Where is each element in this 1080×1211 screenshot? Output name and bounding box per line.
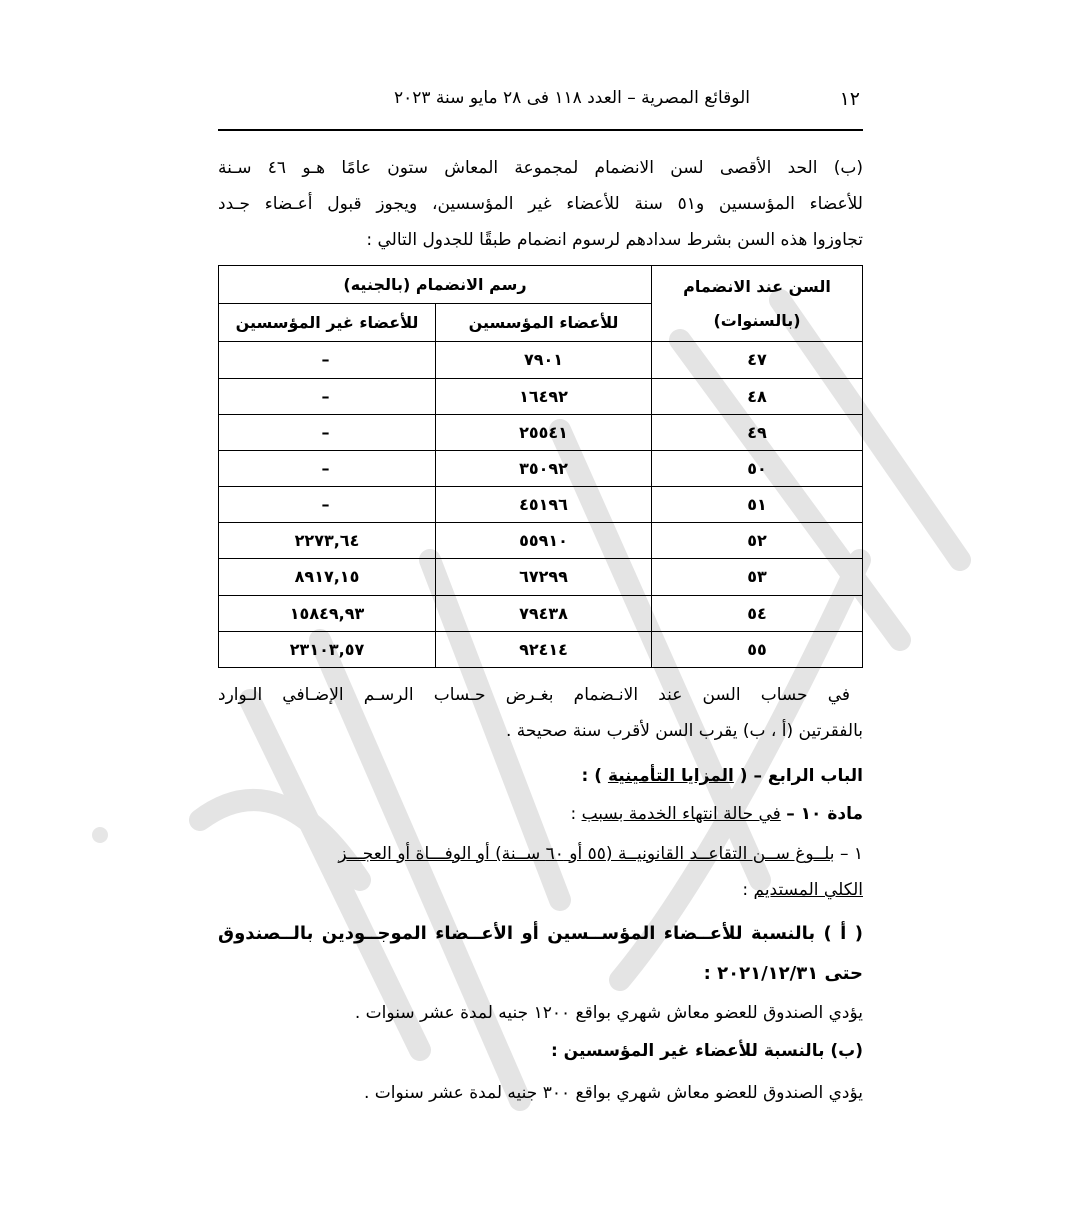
founders-fee-cell: ٩٢٤١٤ bbox=[436, 631, 652, 667]
fee-column-header: رسم الانضمام (بالجنيه) bbox=[219, 266, 652, 304]
section-b-text: يؤدي الصندوق للعضو معاش شهري بواقع ٣٠٠ جنيه لمدة عشر سنوات . bbox=[364, 1083, 863, 1103]
joining-fees-table bbox=[218, 265, 863, 668]
note-line-1: في حساب السن عند الانـضمام بغـرض حـساب الرسـم الإضـافي الـوارد bbox=[218, 685, 850, 705]
founders-fee-cell: ٧٩٠١ bbox=[436, 342, 652, 378]
founders-column-header: للأعضاء المؤسسين bbox=[436, 304, 652, 342]
table-row bbox=[219, 595, 863, 631]
item-1-suffix: : bbox=[742, 880, 749, 900]
item-1-line-2 bbox=[218, 872, 863, 908]
header-divider bbox=[218, 129, 863, 131]
non-founders-fee-cell: – bbox=[219, 414, 436, 450]
section-a-text: يؤدي الصندوق للعضو معاش شهري بواقع ١٢٠٠ جنيه لمدة عشر سنوات . bbox=[354, 1003, 863, 1023]
age-cell: ٥١ bbox=[652, 487, 863, 523]
journal-issue-line: الوقائع المصرية – العدد ١١٨ فى ٢٨ مايو سنة ٢٠٢٣ bbox=[394, 88, 750, 108]
section-b-title: (ب) بالنسبة للأعضاء غير المؤسسين : bbox=[550, 1041, 863, 1061]
intro-paragraph bbox=[218, 150, 863, 258]
founders-fee-cell: ١٦٤٩٢ bbox=[436, 378, 652, 414]
non-founders-fee-cell: ٢٢٧٣,٦٤ bbox=[219, 523, 436, 559]
non-founders-fee-cell: ١٥٨٤٩,٩٣ bbox=[219, 595, 436, 631]
age-cell: ٥٤ bbox=[652, 595, 863, 631]
section-b-heading bbox=[218, 1033, 863, 1069]
article-suffix: : bbox=[570, 804, 577, 824]
article-heading bbox=[218, 796, 863, 832]
section-a-line-1: ( أ ) بالنسبة للأعــضاء المؤســسين أو الأعــضاء الموجــودين بالــصندوق bbox=[218, 923, 863, 944]
age-column-header: السن عند الانضمام (بالسنوات) bbox=[652, 266, 863, 342]
non-founders-fee-cell: – bbox=[219, 487, 436, 523]
founders-fee-cell: ٤٥١٩٦ bbox=[436, 487, 652, 523]
chapter-title-prefix: الباب الرابع – ( bbox=[739, 766, 863, 786]
item-1-line-1 bbox=[218, 836, 863, 872]
article-label: مادة ١٠ – bbox=[786, 804, 863, 824]
section-a-heading bbox=[218, 914, 863, 994]
founders-fee-cell: ٥٥٩١٠ bbox=[436, 523, 652, 559]
non-founders-fee-cell: – bbox=[219, 342, 436, 378]
item-1 bbox=[218, 836, 863, 908]
age-cell: ٥٥ bbox=[652, 631, 863, 667]
item-1-number: ١ – bbox=[839, 844, 863, 864]
table-row bbox=[219, 523, 863, 559]
founders-fee-cell: ٢٥٥٤١ bbox=[436, 414, 652, 450]
section-b-body bbox=[218, 1075, 863, 1111]
item-1-condition: بلــوغ ســن التقاعــد القانونيــة (٥٥ أو ٦٠ ســنة) أو الوفـــاة أو العجـــز bbox=[338, 844, 835, 864]
non-founders-fee-cell: – bbox=[219, 450, 436, 486]
founders-fee-cell: ٣٥٠٩٢ bbox=[436, 450, 652, 486]
table-row bbox=[219, 487, 863, 523]
note-line-2: بالفقرتين (أ ، ب) يقرب السن لأقرب سنة صحيحة . bbox=[505, 721, 863, 741]
age-cell: ٥٣ bbox=[652, 559, 863, 595]
chapter-title-suffix: ) : bbox=[581, 766, 603, 786]
page-header bbox=[218, 86, 860, 118]
table-row bbox=[219, 559, 863, 595]
table-row bbox=[219, 631, 863, 667]
rounding-note-cont bbox=[218, 713, 863, 749]
age-cell: ٤٨ bbox=[652, 378, 863, 414]
page-number: ١٢ bbox=[839, 88, 860, 110]
intro-line-3: تجاوزوا هذه السن بشرط سدادهم لرسوم انضمام طبقًا للجدول التالي : bbox=[366, 230, 863, 250]
chapter-title: المزايا التأمينية bbox=[607, 766, 734, 786]
intro-line-1: (ب) الحد الأقصى لسن الانضمام لمجموعة المعاش ستون عامًا هـو ٤٦ سـنة bbox=[218, 158, 864, 178]
table-row bbox=[219, 450, 863, 486]
chapter-heading bbox=[218, 758, 863, 794]
table-row bbox=[219, 342, 863, 378]
rounding-note bbox=[218, 677, 850, 713]
age-cell: ٥٠ bbox=[652, 450, 863, 486]
non-founders-fee-cell: ٢٣١٠٣,٥٧ bbox=[219, 631, 436, 667]
article-subject: في حالة انتهاء الخدمة بسبب bbox=[581, 804, 781, 824]
founders-fee-cell: ٦٧٢٩٩ bbox=[436, 559, 652, 595]
section-a-body bbox=[218, 995, 863, 1031]
founders-fee-cell: ٧٩٤٣٨ bbox=[436, 595, 652, 631]
non-founders-fee-cell: ٨٩١٧,١٥ bbox=[219, 559, 436, 595]
table-row bbox=[219, 378, 863, 414]
table-row bbox=[219, 414, 863, 450]
non-founders-fee-cell: – bbox=[219, 378, 436, 414]
age-cell: ٤٩ bbox=[652, 414, 863, 450]
intro-line-2: للأعضاء المؤسسين و٥١ سنة للأعضاء غير المؤسسين، ويجوز قبول أعـضاء جـدد bbox=[218, 194, 863, 214]
section-a-line-2: حتى ٢٠٢١/١٢/٣١ : bbox=[703, 963, 863, 984]
age-cell: ٥٢ bbox=[652, 523, 863, 559]
item-1-condition-cont: الكلي المستديم bbox=[753, 880, 863, 900]
non-founders-column-header: للأعضاء غير المؤسسين bbox=[219, 304, 436, 342]
age-cell: ٤٧ bbox=[652, 342, 863, 378]
